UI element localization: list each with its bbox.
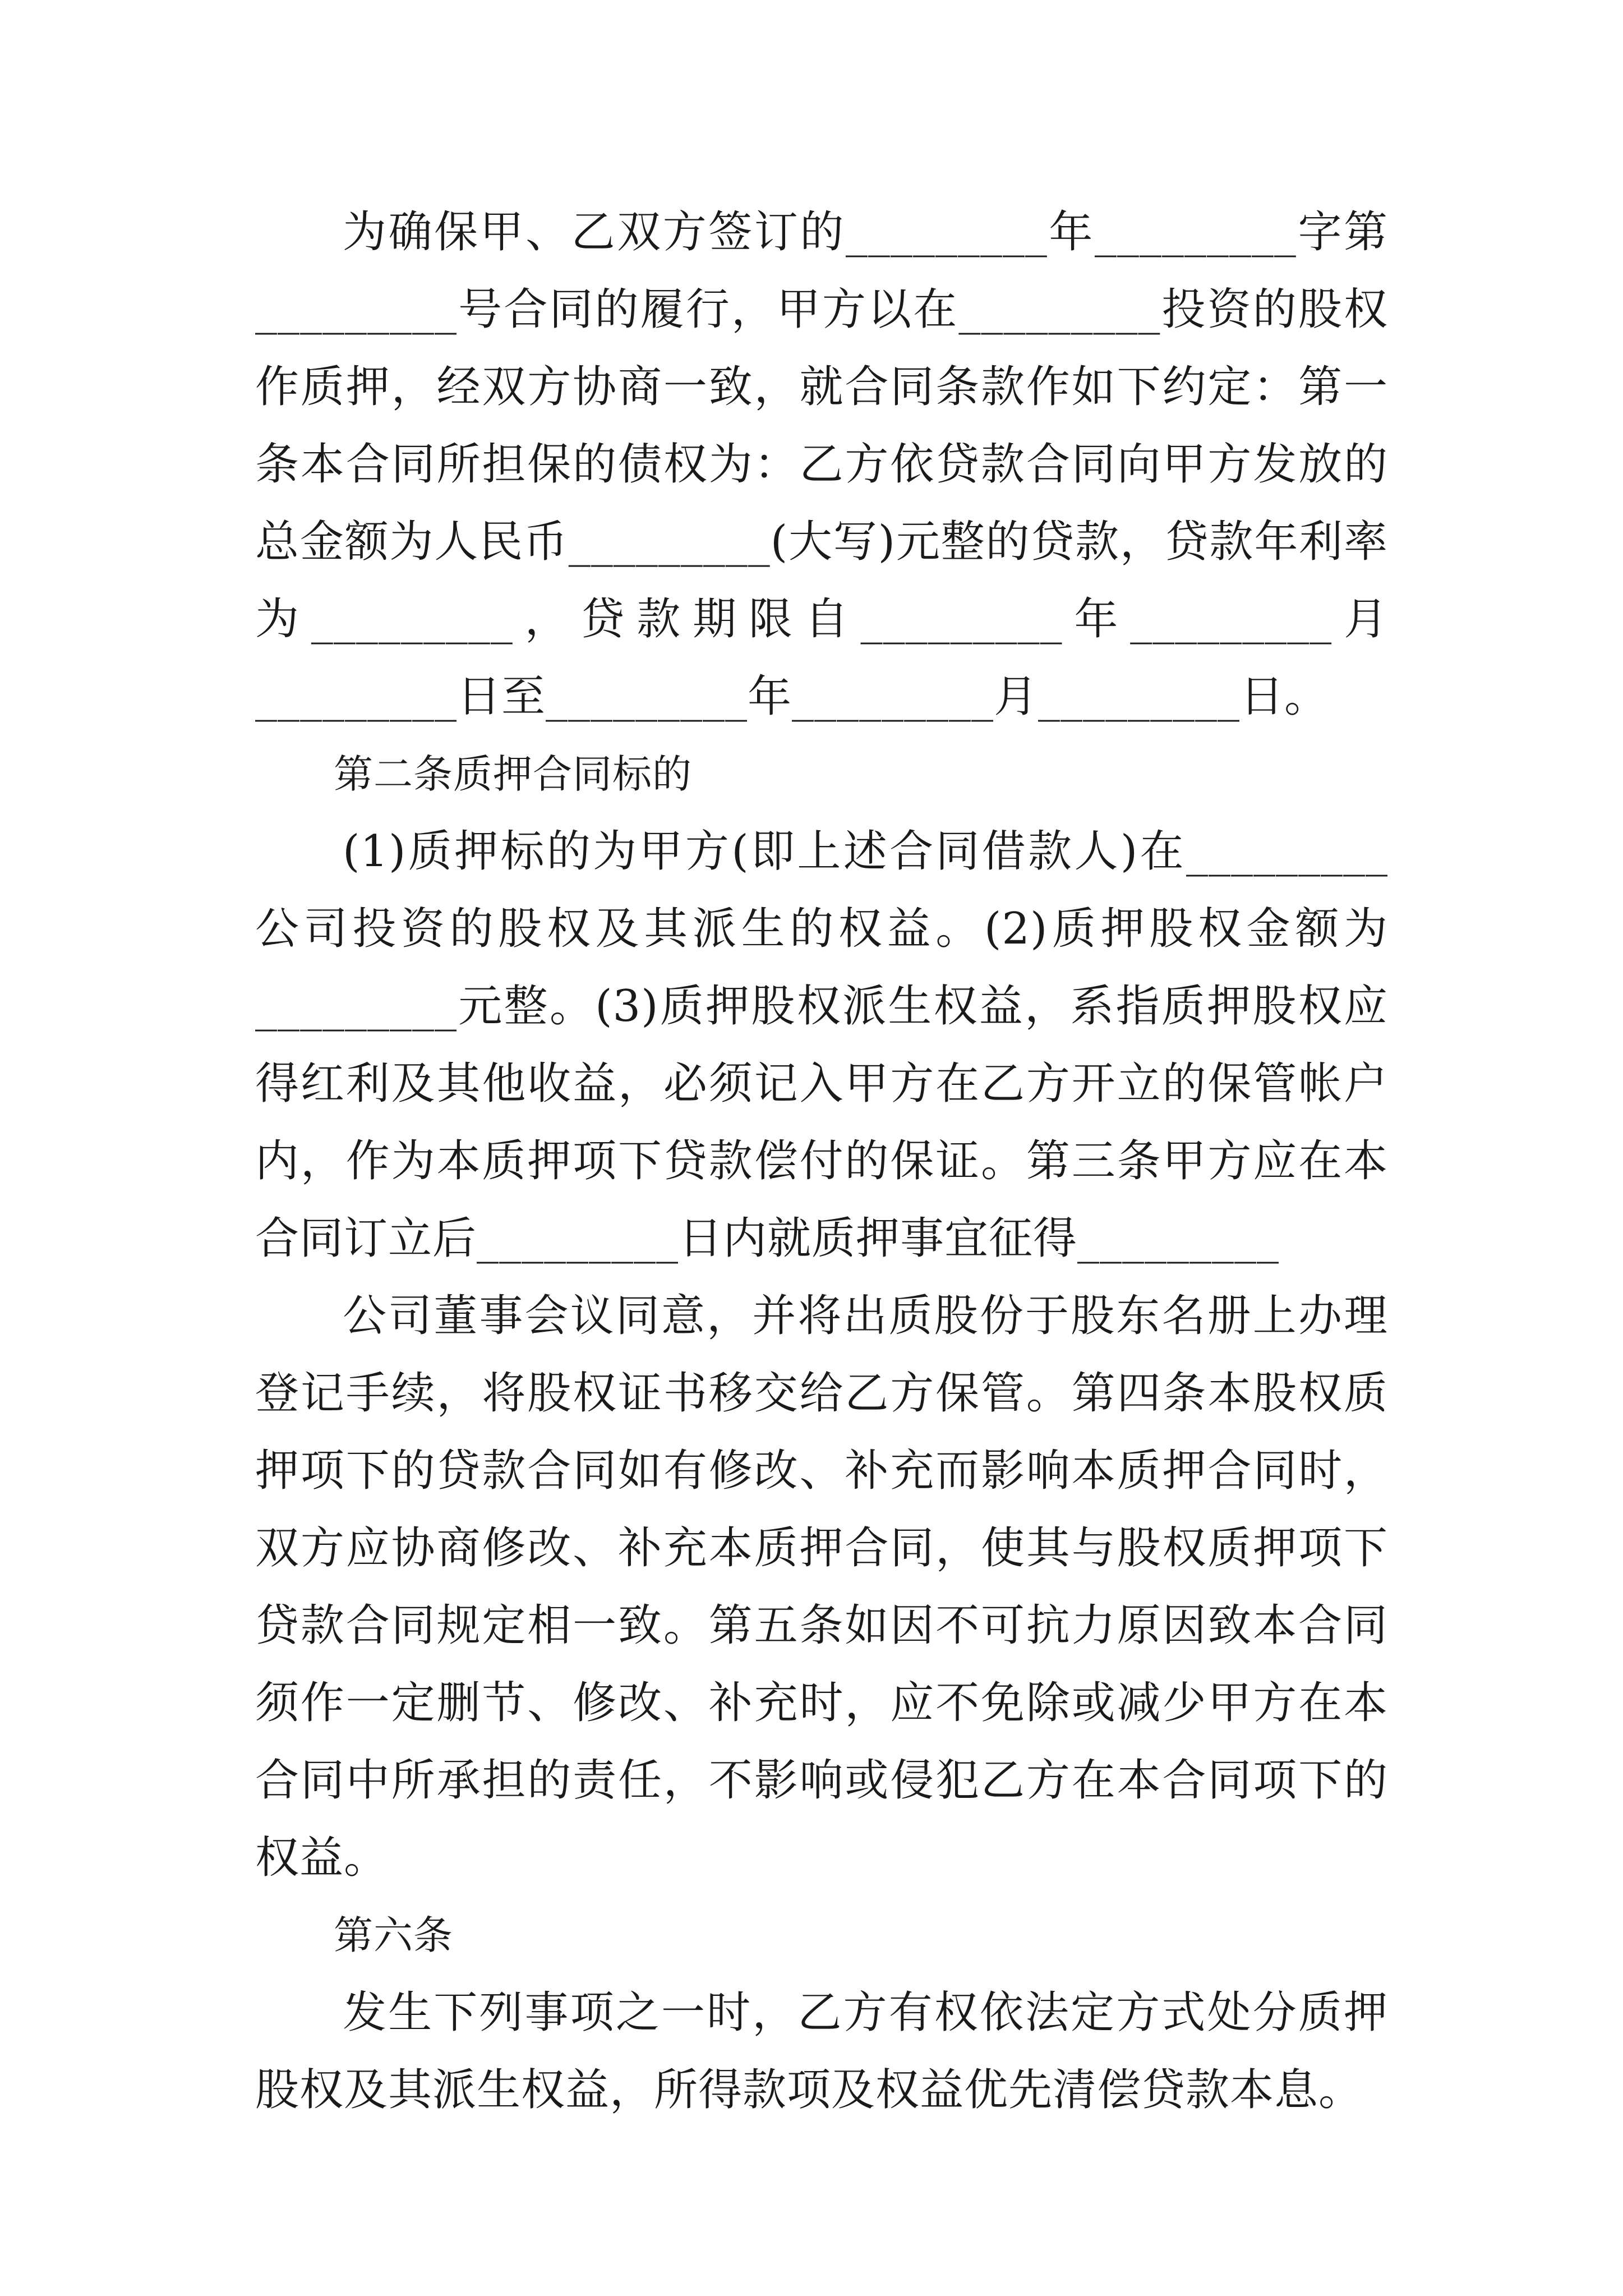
- heading-article-6: 第六条: [334, 1912, 453, 1958]
- paragraph-article-1: 为确保甲、乙双方签订的_________年_________字第_________号合同的履行，甲方以在_________投资的股权作质押，经双方协商一致，就合同条款作如下约定：第一条本合同所担保的债权为：乙方依贷款合同向甲方发放的总金额为人民币_________(大写)元整的贷款，贷款年利率为_________，贷款期限自_________年_________月_________日至_________年_________月_________日。: [255, 207, 1388, 722]
- document-body: [255, 194, 1388, 2129]
- paragraph-article-6: 发生下列事项之一时，乙方有权依法定方式处分质押股权及其派生权益，所得款项及权益优先清偿贷款本息。: [255, 1987, 1388, 2115]
- paragraph-article-2-3: (1)质押标的为甲方(即上述合同借款人)在_________公司投资的股权及其派生的权益。(2)质押股权金额为_________元整。(3)质押股权派生权益，系指质押股权应得红利及其他收益，必须记入甲方在乙方开立的保管帐户内，作为本质押项下贷款偿付的保证。第三条甲方应在本合同订立后_________日内就质押事宜征得_________: [255, 826, 1388, 1264]
- paragraph-article-3-5: 公司董事会议同意，并将出质股份于股东名册上办理登记手续，将股权证书移交给乙方保管。第四条本股权质押项下的贷款合同如有修改、补充而影响本质押合同时，双方应协商修改、补充本质押合同，使其与股权质押项下贷款合同规定相一致。第五条如因不可抗力原因致本合同须作一定删节、修改、补充时，应不免除或减少甲方在本合同中所承担的责任，不影响或侵犯乙方在本合同项下的权益。: [255, 1291, 1388, 1883]
- heading-article-2: 第二条质押合同标的: [334, 751, 692, 797]
